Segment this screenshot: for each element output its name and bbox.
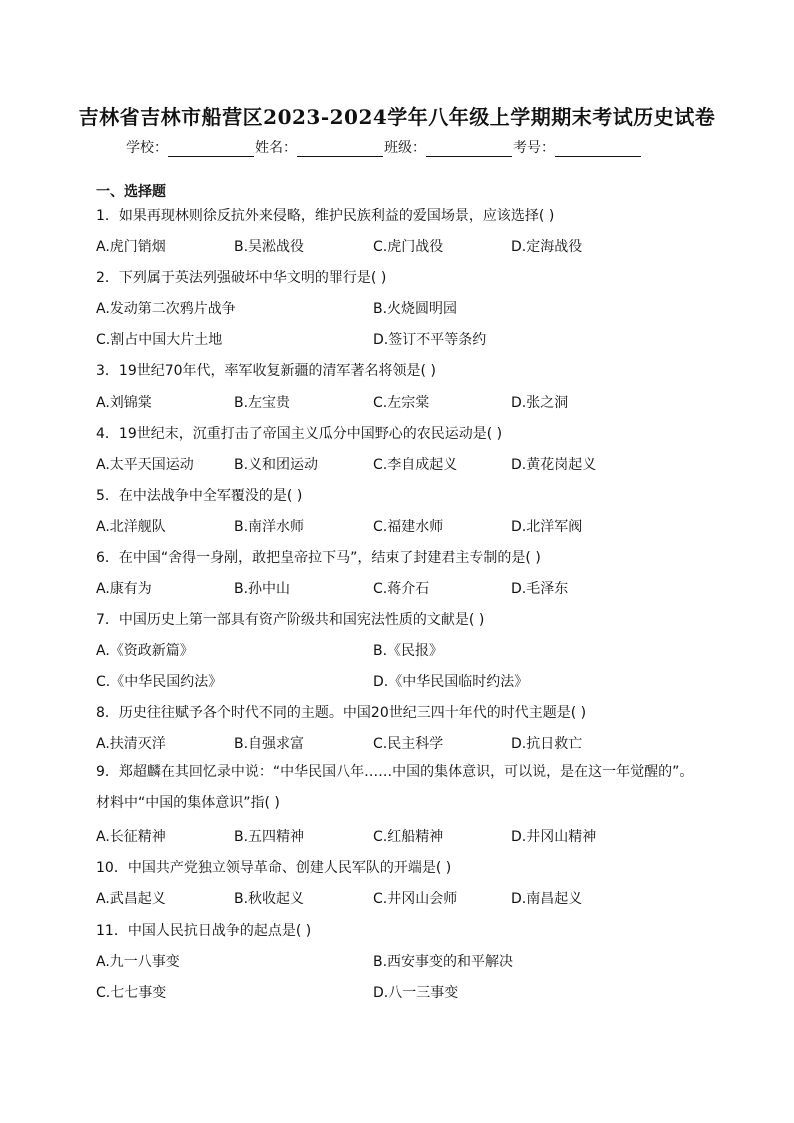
question-option: B.《民报》: [373, 643, 444, 659]
question-option: C.《中华民国约法》: [96, 674, 223, 690]
school-blank[interactable]: [168, 142, 254, 157]
question-option: D.井冈山精神: [511, 829, 597, 845]
question-stem: 11．中国人民抗日战争的起点是( ): [96, 923, 312, 939]
question-option: D.定海战役: [511, 239, 583, 255]
question-option: D.签订不平等条约: [373, 332, 487, 348]
question-stem: 8．历史往往赋予各个时代不同的主题。中国20世纪三四十年代的时代主题是( ): [96, 705, 587, 721]
question-option: D.毛泽东: [511, 581, 569, 597]
name-label: 姓名：: [255, 140, 297, 156]
question-stem: 1．如果再现林则徐反抗外来侵略，维护民族利益的爱国场景，应该选择( ): [96, 208, 555, 224]
question-option: C.虎门战役: [373, 239, 444, 255]
section-heading: 一、选择题: [96, 184, 166, 200]
question-option: B.吴淞战役: [234, 239, 305, 255]
question-option: D.南昌起义: [511, 891, 583, 907]
question-option: A.发动第二次鸦片战争: [96, 301, 236, 317]
question-stem: 3．19世纪70年代，率军收复新疆的清军著名将领是( ): [96, 363, 436, 379]
question-option: D.八一三事变: [373, 985, 459, 1001]
question-option: D.《中华民国临时约法》: [373, 674, 529, 690]
class-label: 班级：: [384, 140, 426, 156]
question-option: B.西安事变的和平解决: [373, 954, 514, 970]
question-option: D.张之洞: [511, 395, 569, 411]
student-info-line: [126, 137, 642, 157]
name-blank[interactable]: [297, 142, 383, 157]
question-stem: 9．郑超麟在其回忆录中说：“中华民国八年……中国的集体意识，可以说，是在这一年觉醒的”。材料中“中国的集体意识”指( ): [96, 764, 694, 811]
question-option: C.福建水师: [373, 519, 444, 535]
question-option: C.七七事变: [96, 985, 167, 1001]
class-blank[interactable]: [426, 142, 512, 157]
question-option: C.红船精神: [373, 829, 444, 845]
question-stem: 2．下列属于英法列强破坏中华文明的罪行是( ): [96, 270, 387, 286]
question-option: C.民主科学: [373, 736, 444, 752]
question-option: A.九一八事变: [96, 954, 180, 970]
question-option: C.井冈山会师: [373, 891, 458, 907]
question-option: A.扶清灭洋: [96, 736, 166, 752]
question-option: B.自强求富: [234, 736, 305, 752]
question-option: B.南洋水师: [234, 519, 305, 535]
question-option: B.左宝贵: [234, 395, 291, 411]
question-option: A.刘锦棠: [96, 395, 152, 411]
question-option: A.康有为: [96, 581, 152, 597]
question-stem: 7．中国历史上第一部具有资产阶级共和国宪法性质的文献是( ): [96, 612, 485, 628]
question-option: A.虎门销烟: [96, 239, 166, 255]
question-option: C.割占中国大片土地: [96, 332, 223, 348]
question-stem: 4．19世纪末，沉重打击了帝国主义瓜分中国野心的农民运动是( ): [96, 426, 503, 442]
question-option: A.长征精神: [96, 829, 166, 845]
question-option: D.黄花岗起义: [511, 457, 597, 473]
question-option: D.抗日救亡: [511, 736, 583, 752]
question-option: B.孙中山: [234, 581, 291, 597]
question-option: A.《资政新篇》: [96, 643, 194, 659]
question-stem: 6．在中国“舍得一身剐，敢把皇帝拉下马”，结束了封建君主专制的是( ): [96, 550, 541, 566]
question-option: A.武昌起义: [96, 891, 166, 907]
question-option: B.火烧圆明园: [373, 301, 458, 317]
question-option: A.北洋舰队: [96, 519, 166, 535]
question-stem: 5．在中法战争中全军覆没的是( ): [96, 488, 303, 504]
question-option: B.义和团运动: [234, 457, 319, 473]
question-option: D.北洋军阀: [511, 519, 583, 535]
question-option: C.左宗棠: [373, 395, 430, 411]
question-option: A.太平天国运动: [96, 457, 194, 473]
question-option: C.李自成起义: [373, 457, 458, 473]
school-label: 学校：: [126, 140, 168, 156]
number-label: 考号：: [513, 140, 555, 156]
question-option: B.五四精神: [234, 829, 305, 845]
page-title: 吉林省吉林市船营区2023-2024学年八年级上学期期末考试历史试卷: [78, 105, 716, 129]
question-option: B.秋收起义: [234, 891, 305, 907]
question-option: C.蒋介石: [373, 581, 430, 597]
question-stem: 10．中国共产党独立领导革命、创建人民军队的开端是( ): [96, 860, 452, 876]
number-blank[interactable]: [555, 142, 641, 157]
